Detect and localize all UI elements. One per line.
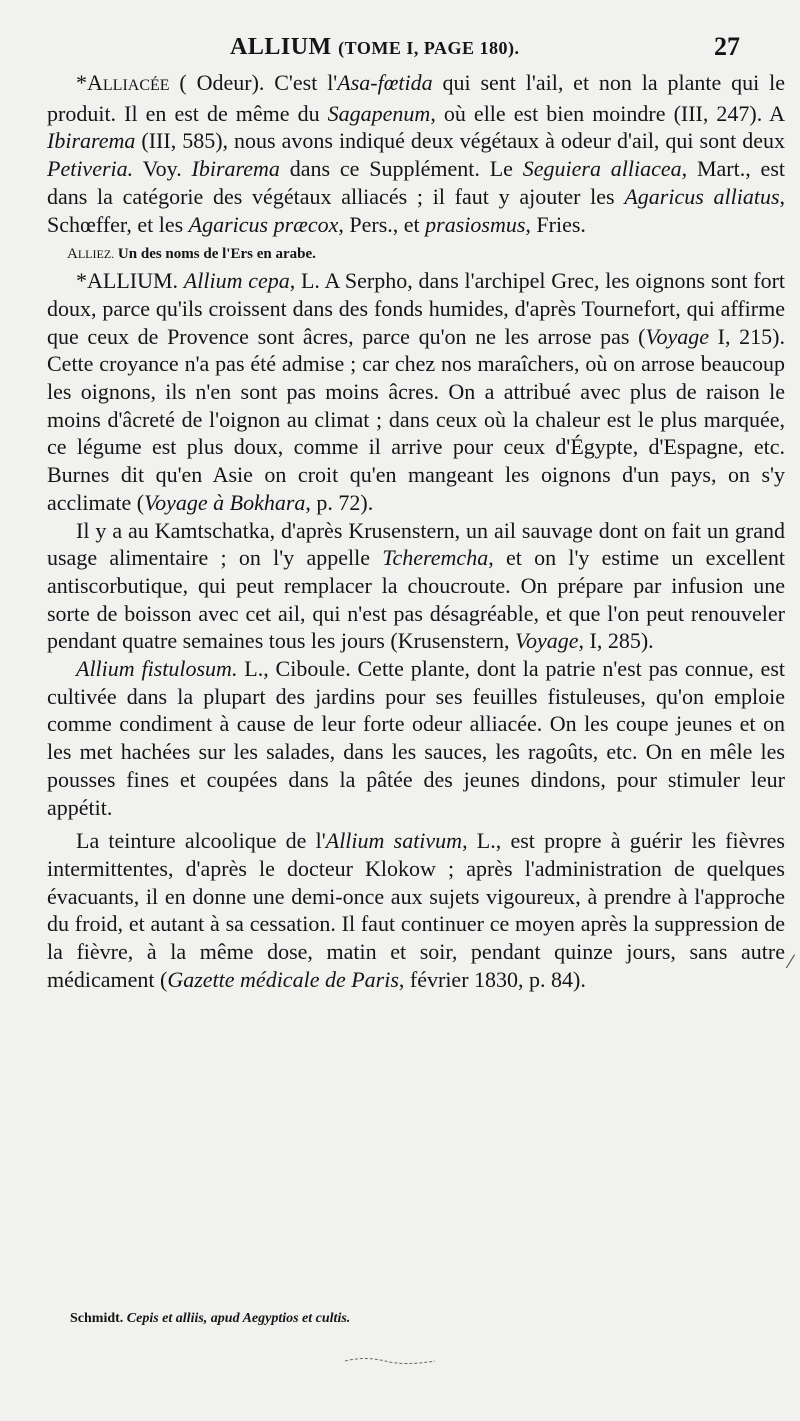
entry-allium: *ALLIUM. Allium cepa, L. A Serpho, dans l'archipel Grec, les oignons sont fort doux, parce qu'ils croissent dans des fonds humides, d'après Tournefort, qui affirme que ceux de Provence sont âcres, parce qu'on ne les arrose pas (Voyage I, 215). Cette croyance n'a pas été admise ; car chez nos maraîchers, où on arrose beaucoup les oignons, ils n'en sont pas moins âcres. On a attribué avec plus de raison le moins d'âcreté de l'oignon au climat ; dans ceux où la chaleur est le plus marquée, ce légume est plus doux, comme il arrive pour ceux d'Égypte, d'Espagne, etc. Burnes dit qu'en Asie on croit qu'en mangeant les oignons d'un pays, on s'y acclimate (Voyage à Bokhara, p. 72). <box>47 268 786 515</box>
headword-allium: ALLIUM. <box>87 268 179 294</box>
ornament-rule <box>340 1354 440 1368</box>
asterisk: * <box>76 268 87 294</box>
asterisk: * <box>76 70 87 95</box>
page-number: 27 <box>714 32 740 61</box>
paragraph-kamtschatka: Il y a au Kamtschatka, d'après Krusenstern, un ail sauvage dont on fait un grand usage alimentaire ; on l'y appelle Tcheremcha, et on l'y estime un excellent antiscorbutique, qui peut remplacer la choucroute. On prépare par infusion une sorte de boisson avec cet ail, qui n'est pas désagréable, et que l'on peut renouveler pendant quatre semaines tous les jours (Krusenstern, Voyage, I, 285). <box>47 517 786 654</box>
reference-author: Schmidt. <box>70 1311 124 1326</box>
reference-title: Cepis et alliis, apud Aegyptios et cultis. <box>126 1311 351 1326</box>
entry-alliez: ALLIEZ. Un des noms de l'Ers en arabe. <box>67 246 316 263</box>
running-head <box>230 34 520 61</box>
running-head-sub: (TOME I, PAGE 180). <box>338 38 520 58</box>
margin-tick: ⁄ <box>788 952 792 973</box>
headword-alliacee: ALLIACÉE <box>87 70 170 95</box>
body-text <box>47 69 785 994</box>
running-head-main: ALLIUM <box>230 34 332 60</box>
bibliographic-reference <box>70 1311 350 1327</box>
page-header <box>60 30 760 66</box>
paragraph-fistulosum: Allium fistulosum. L., Ciboule. Cette plante, dont la patrie n'est pas connue, est cultivée dans la plupart des jardins pour ses feuilles fistuleuses, qu'on emploie comme condiment à cause de leur forte odeur alliacée. On les coupe jeunes et on les met hachées sur les salades, dans les sauces, les ragoûts, etc. On en mêle les pousses fines et coupées dans la pâtée des jeunes dindons, pour stimuler leur appétit. <box>47 656 785 820</box>
paragraph-sativum: La teinture alcoolique de l'Allium sativum, L., est propre à guérir les fièvres intermittentes, d'après le docteur Klokow ; après l'administration de quelques évacuants, il en donne une demi-once aux sujets vigoureux, à prendre à l'approche du froid, et autant à sa cessation. Il faut continuer ce moyen après la suppression de la fièvre, à la même dose, matin et soir, pendant quinze jours, sans autre médicament (Gazette médicale de Paris, février 1830, p. 84). <box>47 828 785 992</box>
headword-alliez: ALLIEZ. <box>67 246 115 263</box>
entry-alliacee: *ALLIACÉE ( Odeur). C'est l'Asa-fœtida qui sent l'ail, et non la plante qui le produit. Il en est de même du Sagapenum, où elle est bien moindre (III, 247). A Ibirarema (III, 585), nous avons indiqué deux végétaux à odeur d'ail, qui sont deux Petiveria. Voy. Ibirarema dans ce Supplément. Le Seguiera alliacea, Mart., est dans la catégorie des végétaux alliacés ; il faut y ajouter les Agaricus alliatus, Schœffer, et les Agaricus præcox, Pers., et prasiosmus, Fries. <box>47 70 786 237</box>
